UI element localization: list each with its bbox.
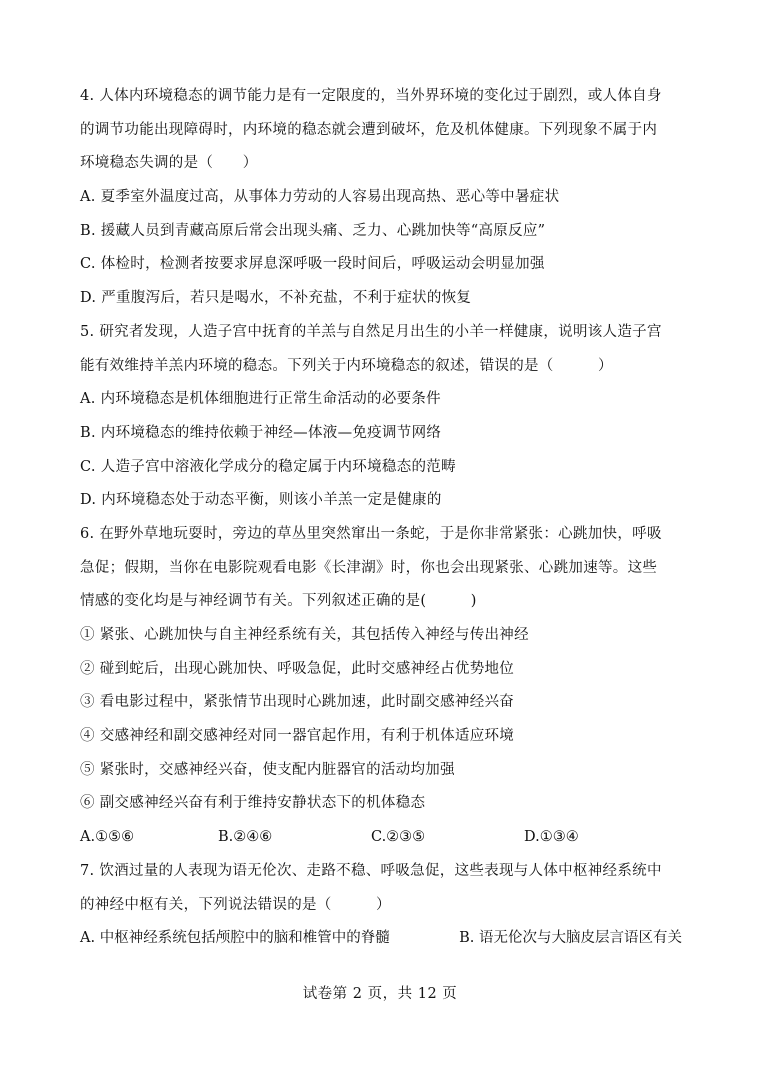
page-footer: 试卷第 2 页，共 12 页: [302, 986, 458, 1002]
question-5: [80, 322, 682, 510]
question-7-stem-line-1: 7. 饮酒过量的人表现为语无伦次、走路不稳、呼吸急促，这些表现与人体中枢神经系统中: [80, 862, 662, 879]
question-7-options: [80, 928, 682, 948]
question-4: [80, 86, 682, 308]
question-4-stem-line-1: 4. 人体内环境稳态的调节能力是有一定限度的，当外界环境的变化过于剧烈，或人体自身: [80, 88, 662, 104]
question-5-option-c: C. 人造子宫中溶液化学成分的稳定属于内环境稳态的范畴: [80, 458, 456, 475]
question-4-option-d: D. 严重腹泻后，若只是喝水，不补充盐，不利于症状的恢复: [80, 290, 472, 307]
question-4-stem-line-3: 环境稳态失调的是（ ）: [80, 155, 258, 172]
question-6-statement-2: ② 碰到蛇后，出现心跳加快、呼吸急促，此时交感神经占优势地位: [80, 660, 515, 677]
question-7-stem-line-2: 的神经中枢有关，下列说法错误的是（ ）: [80, 896, 391, 913]
question-6-statement-5: ⑤ 紧张时，交感神经兴奋，使支配内脏器官的活动均加强: [80, 761, 455, 778]
question-6-options: [80, 827, 682, 847]
question-6-option-b: B.②④⑥: [218, 829, 273, 846]
question-7: [80, 861, 682, 948]
question-7-option-a: A. 中枢神经系统包括颅腔中的脑和椎管中的脊髓: [80, 930, 390, 947]
question-6-option-d: D.①③④: [524, 829, 579, 846]
question-5-option-a: A. 内环境稳态是机体细胞进行正常生命活动的必要条件: [80, 391, 441, 408]
question-6-statement-4: ④ 交感神经和副交感神经对同一器官起作用，有利于机体适应环境: [80, 728, 515, 745]
question-6-stem-line-2: 急促；假期，当你在电影院观看电影《长津湖》时，你也会出现紧张、心跳加速等。这些: [80, 559, 658, 576]
question-5-option-b: B. 内环境稳态的维持依赖于神经—体液—免疫调节网络: [80, 424, 442, 441]
question-6-stem-line-1: 6. 在野外草地玩耍时，旁边的草丛里突然窜出一条蛇，于是你非常紧张：心跳加快，呼吸: [80, 525, 662, 542]
question-6-option-a: A.①⑤⑥: [80, 829, 135, 846]
question-4-option-c: C. 体检时，检测者按要求屏息深呼吸一段时间后，呼吸运动会明显加强: [80, 256, 545, 273]
question-4-option-b: B. 援藏人员到青藏高原后常会出现头痛、乏力、心跳加快等“高原反应”: [80, 222, 546, 239]
question-6-statement-3: ③ 看电影过程中，紧张情节出现时心跳加速，此时副交感神经兴奋: [80, 694, 515, 711]
question-6-statement-6: ⑥ 副交感神经兴奋有利于维持安静状态下的机体稳态: [80, 795, 426, 812]
question-5-stem-line-2: 能有效维持羊羔内环境的稳态。下列关于内环境稳态的叙述，错误的是（ ）: [80, 357, 613, 374]
question-6-stem-line-3: 情感的变化均是与神经调节有关。下列叙述正确的是( ): [80, 593, 477, 610]
question-5-option-d: D. 内环境稳态处于动态平衡，则该小羊羔一定是健康的: [80, 492, 442, 509]
question-6-statement-1: ① 紧张、心跳加快与自主神经系统有关，其包括传入神经与传出神经: [80, 627, 529, 643]
question-4-option-a: A. 夏季室外温度过高，从事体力劳动的人容易出现高热、恶心等中暑症状: [80, 189, 560, 206]
question-5-stem-line-1: 5. 研究者发现，人造子宫中抚育的羊羔与自然足月出生的小羊一样健康，说明该人造子宫: [80, 323, 662, 340]
page-content: [80, 86, 682, 948]
question-7-option-b: B. 语无伦次与大脑皮层言语区有关: [459, 930, 682, 947]
question-4-stem-line-2: 的调节功能出现障碍时，内环境的稳态就会遭到破坏，危及机体健康。下列现象不属于内: [80, 121, 658, 138]
question-6: [80, 524, 682, 847]
question-6-option-c: C.②③⑤: [371, 829, 426, 846]
